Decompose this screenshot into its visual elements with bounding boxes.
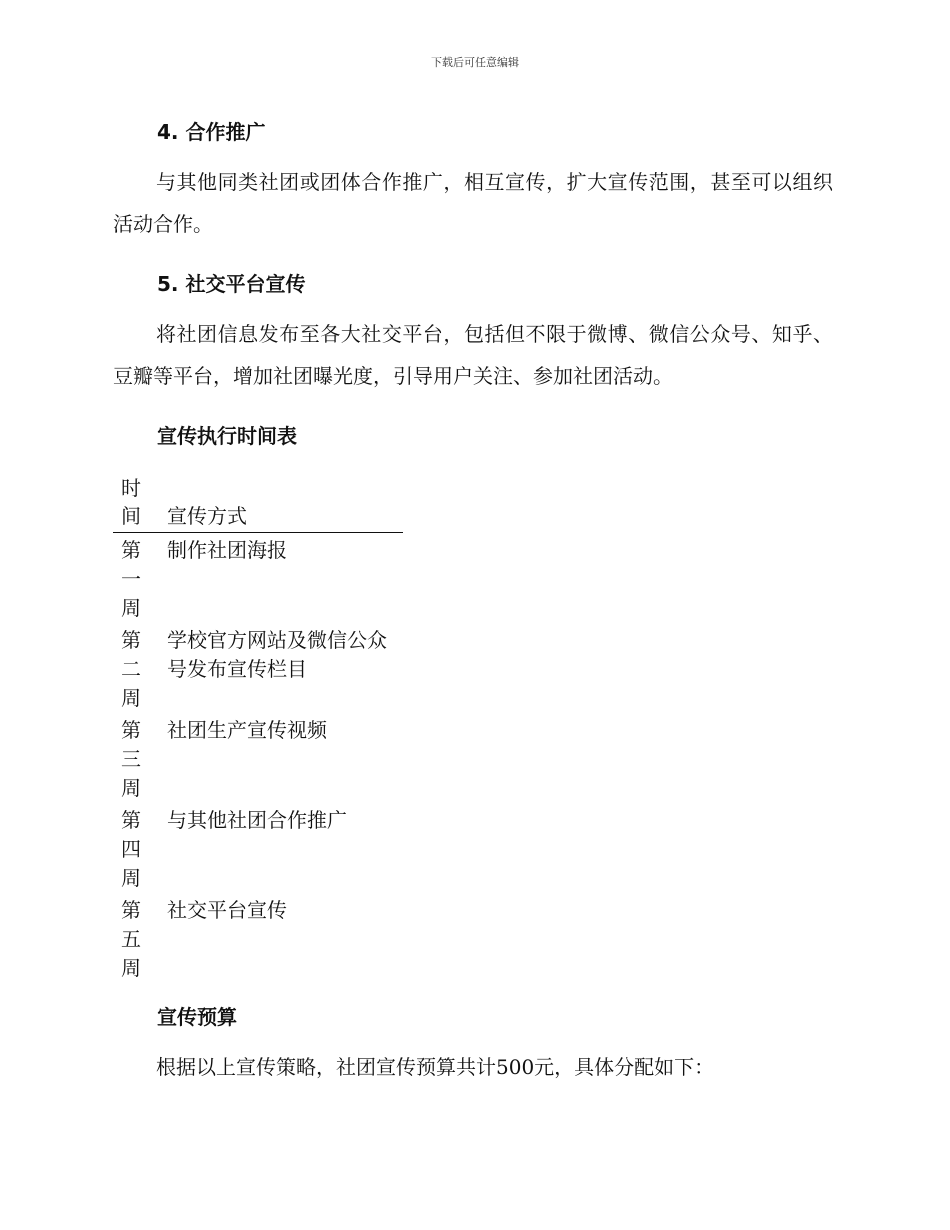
header-time <box>113 474 149 530</box>
week-char: 第 <box>121 718 141 742</box>
table-row <box>113 623 403 713</box>
table-row <box>113 713 403 803</box>
week-cell <box>113 626 149 713</box>
heading-cooperation: 4. 合作推广 <box>157 120 266 144</box>
week-char: 四 <box>121 837 141 861</box>
paragraph-cooperation: 与其他同类社团或团体合作推广，相互宣传，扩大宣传范围，甚至可以组织活动合作。 <box>113 170 833 236</box>
week-cell <box>113 896 149 983</box>
week-char: 周 <box>121 956 141 980</box>
page-header-note: 下载后可任意编辑 <box>431 56 519 69</box>
week-cell <box>113 806 149 893</box>
header-time-char-2: 间 <box>121 504 141 528</box>
week-char: 一 <box>121 567 141 591</box>
header-time-char-1: 时 <box>121 476 141 500</box>
method-cell: 学校官方网站及微信公众号发布宣传栏目 <box>167 628 387 681</box>
week-char: 五 <box>121 927 141 951</box>
table-row <box>113 893 403 983</box>
week-char: 第 <box>121 628 141 652</box>
table-row <box>113 533 403 623</box>
paragraph-social-platform: 将社团信息发布至各大社交平台，包括但不限于微博、微信公众号、知乎、豆瓣等平台，增加社团曝光度，引导用户关注、参加社团活动。 <box>113 322 833 388</box>
method-cell: 社团生产宣传视频 <box>167 718 327 742</box>
table-header-row <box>113 474 403 533</box>
schedule-table <box>113 474 403 983</box>
week-char: 第 <box>121 898 141 922</box>
table-row <box>113 803 403 893</box>
week-char: 周 <box>121 686 141 710</box>
heading-schedule: 宣传执行时间表 <box>157 424 297 448</box>
week-cell <box>113 536 149 623</box>
paragraph-budget: 根据以上宣传策略，社团宣传预算共计500元，具体分配如下： <box>156 1055 715 1079</box>
method-cell: 制作社团海报 <box>167 538 287 562</box>
week-char: 三 <box>121 747 141 771</box>
week-char: 第 <box>121 808 141 832</box>
heading-social-platform: 5. 社交平台宣传 <box>157 272 306 296</box>
header-method: 宣传方式 <box>167 504 247 528</box>
week-char: 周 <box>121 596 141 620</box>
method-cell: 社交平台宣传 <box>167 898 287 922</box>
week-char: 第 <box>121 538 141 562</box>
heading-budget: 宣传预算 <box>157 1005 237 1029</box>
week-char: 周 <box>121 866 141 890</box>
week-char: 周 <box>121 776 141 800</box>
week-cell <box>113 716 149 803</box>
method-cell: 与其他社团合作推广 <box>167 808 347 832</box>
week-char: 二 <box>121 657 141 681</box>
